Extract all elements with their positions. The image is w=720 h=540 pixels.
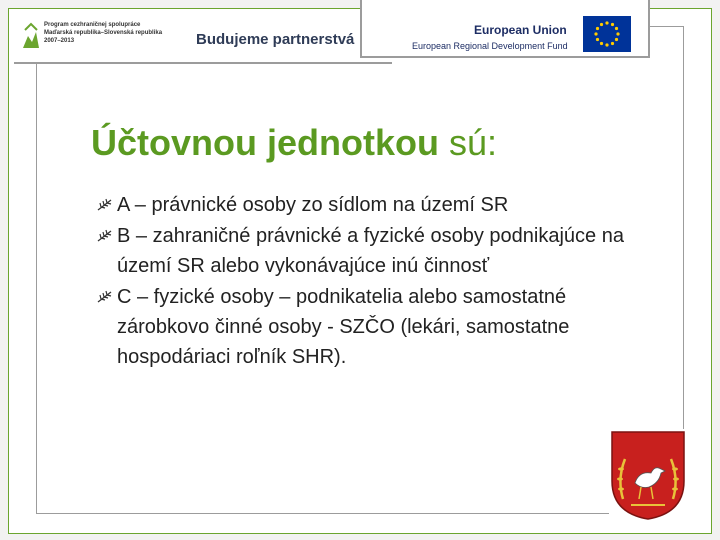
eu-subtitle: European Regional Development Fund: [412, 41, 568, 51]
wheat-sprig-icon: [96, 198, 114, 212]
bullet-list: [96, 190, 656, 373]
bullet-text: B – zahraničné právnické a fyzické osoby podnikajúce na území SR alebo vykonávajúce inú činnosť: [117, 225, 624, 277]
program-line: 2007–2013: [44, 38, 75, 44]
program-line: Program cezhraničnej spolupráce: [44, 22, 141, 28]
bullet-item: [96, 190, 656, 220]
program-name: [44, 21, 184, 45]
slide-title-rest: sú:: [438, 122, 498, 163]
program-line: Maďarská republika–Slovenská republika: [44, 30, 163, 36]
program-banner: [14, 14, 392, 64]
eu-title: European Union: [474, 23, 567, 37]
coat-of-arms-icon: [609, 429, 687, 521]
wheat-sprig-icon: [96, 229, 114, 243]
bullet-text: A – právnické osoby zo sídlom na území SR: [117, 194, 509, 216]
program-logo-icon: [22, 20, 40, 54]
bullet-item: [96, 282, 656, 372]
slogan: Budujeme partnerstvá: [196, 31, 355, 48]
wheat-sprig-icon: [96, 290, 114, 304]
eu-flag-icon: [583, 16, 631, 52]
slide-title-bold: Účtovnou jednotkou: [91, 122, 439, 163]
bullet-item: [96, 221, 656, 281]
slide-title: [91, 121, 497, 165]
bullet-text: C – fyzické osoby – podnikatelia alebo samostatné zárobkovo činné osoby - SZČO (lekári, samostatne hospodáriaci roľník SHR).: [117, 286, 570, 368]
